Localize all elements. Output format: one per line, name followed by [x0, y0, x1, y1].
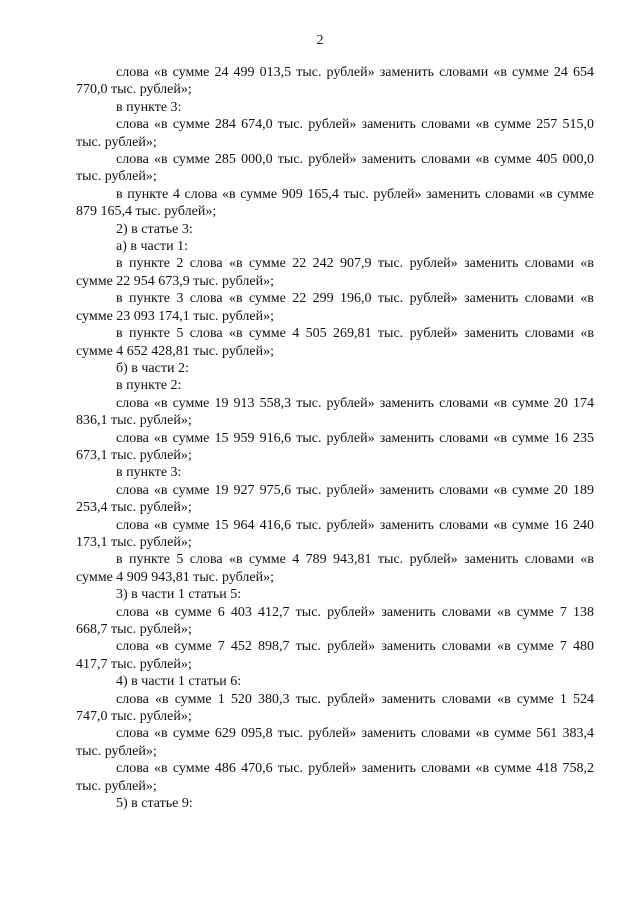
paragraph: слова «в сумме 6 403 412,7 тыс. рублей» заменить словами «в сумме 7 138 668,7 тыс. рублей»;	[76, 604, 594, 637]
paragraph: в пункте 5 слова «в сумме 4 789 943,81 тыс. рублей» заменить словами «в сумме 4 909 943,81 тыс. рублей»;	[76, 552, 594, 585]
paragraph: слова «в сумме 285 000,0 тыс. рублей» заменить словами «в сумме 405 000,0 тыс. рублей»;	[76, 152, 594, 185]
paragraph: слова «в сумме 629 095,8 тыс. рублей» заменить словами «в сумме 561 383,4 тыс. рублей»;	[76, 726, 594, 759]
paragraph: в пункте 4 слова «в сумме 909 165,4 тыс. рублей» заменить словами «в сумме 879 165,4 тыс. рублей»;	[76, 186, 594, 220]
page-number: 2	[316, 33, 324, 48]
paragraph: слова «в сумме 24 499 013,5 тыс. рублей» заменить словами «в сумме 24 654 770,0 тыс. рублей»;	[76, 65, 594, 98]
paragraph: 2) в статье 3:	[116, 221, 193, 237]
paragraph: слова «в сумме 15 959 916,6 тыс. рублей» заменить словами «в сумме 16 235 673,1 тыс. рублей»;	[76, 430, 594, 463]
paragraph: в пункте 2:	[116, 378, 182, 394]
paragraph: 5) в статье 9:	[116, 796, 193, 812]
paragraph: в пункте 5 слова «в сумме 4 505 269,81 тыс. рублей» заменить словами «в сумме 4 652 428,81 тыс. рублей»;	[76, 326, 594, 359]
paragraph: слова «в сумме 19 913 558,3 тыс. рублей» заменить словами «в сумме 20 174 836,1 тыс. рублей»;	[76, 395, 594, 429]
paragraph: в пункте 3:	[116, 99, 182, 115]
paragraph: в пункте 3 слова «в сумме 22 299 196,0 тыс. рублей» заменить словами «в сумме 23 093 174,1 тыс. рублей»;	[76, 291, 594, 324]
paragraph: в пункте 3:	[116, 465, 182, 481]
paragraph: слова «в сумме 486 470,6 тыс. рублей» заменить словами «в сумме 418 758,2 тыс. рублей»;	[76, 761, 594, 794]
paragraph: б) в части 2:	[116, 360, 189, 376]
paragraph: 4) в части 1 статьи 6:	[116, 674, 242, 690]
paragraph: слова «в сумме 19 927 975,6 тыс. рублей» заменить словами «в сумме 20 189 253,4 тыс. рублей»;	[76, 482, 594, 516]
paragraph: слова «в сумме 7 452 898,7 тыс. рублей» заменить словами «в сумме 7 480 417,7 тыс. рублей»;	[76, 639, 594, 672]
paragraph: а) в части 1:	[116, 239, 188, 255]
paragraph: в пункте 2 слова «в сумме 22 242 907,9 тыс. рублей» заменить словами «в сумме 22 954 673,9 тыс. рублей»;	[76, 256, 594, 289]
paragraph: 3) в части 1 статьи 5:	[116, 587, 242, 603]
paragraph: слова «в сумме 284 674,0 тыс. рублей» заменить словами «в сумме 257 515,0 тыс. рублей»;	[76, 117, 594, 150]
paragraph: слова «в сумме 15 964 416,6 тыс. рублей» заменить словами «в сумме 16 240 173,1 тыс. рублей»;	[76, 517, 594, 550]
document-body	[76, 64, 594, 812]
paragraph: слова «в сумме 1 520 380,3 тыс. рублей» заменить словами «в сумме 1 524 747,0 тыс. рублей»;	[76, 691, 594, 725]
